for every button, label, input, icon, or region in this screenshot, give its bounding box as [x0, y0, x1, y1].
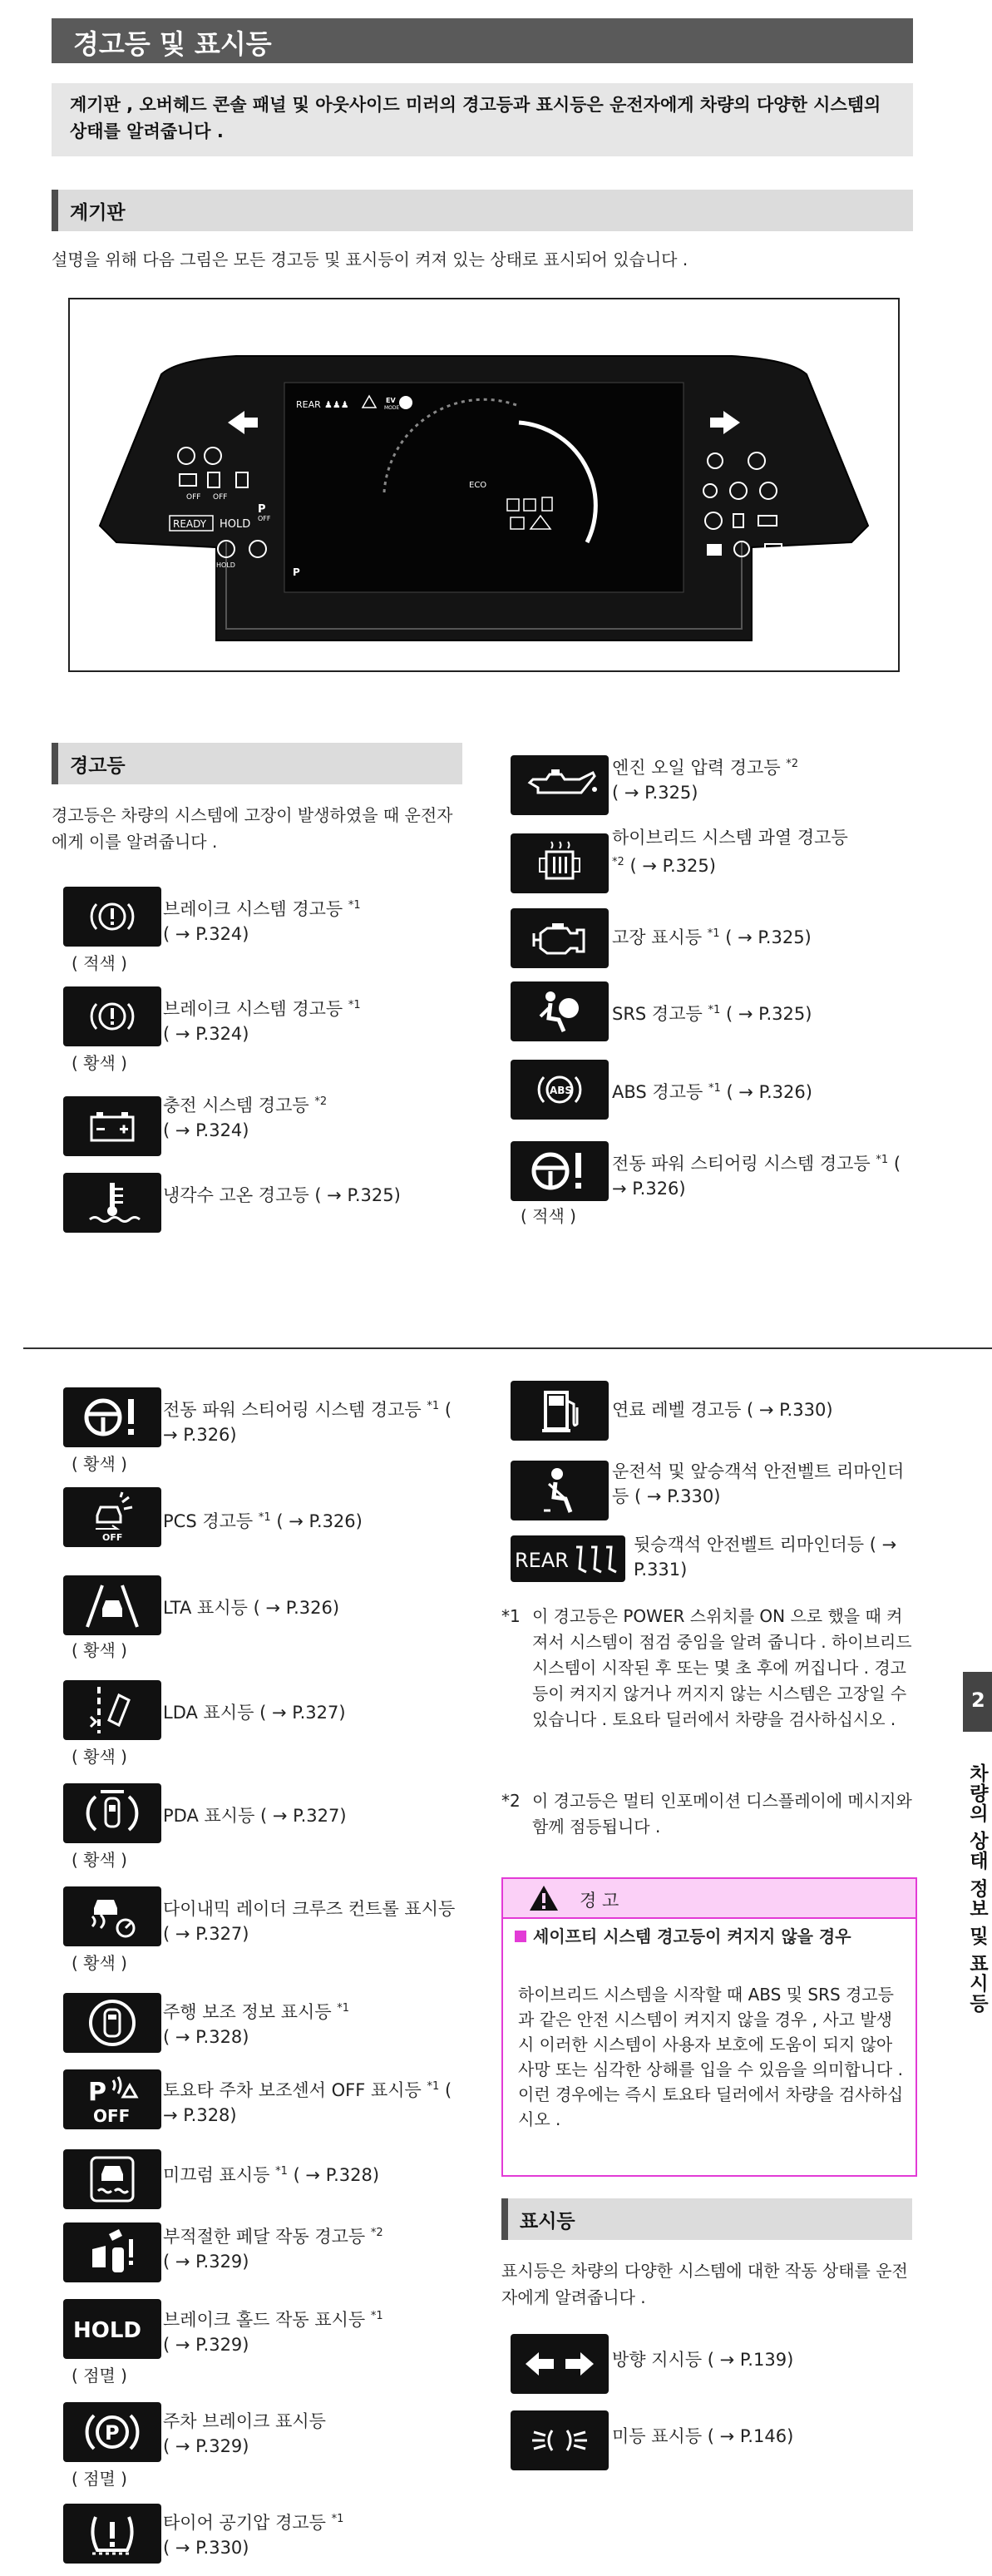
item-description: LDA 표시등 ( → P.327): [163, 1703, 346, 1723]
warning-box-header: [503, 1879, 916, 1919]
section-heading-cluster: [52, 190, 913, 231]
item-color-note: ( 점멸 ): [72, 2469, 127, 2489]
footnote-2-text: 이 경고등은 멀티 인포메이션 디스플레이에 메시지와 함께 점등됩니다 .: [532, 1791, 912, 1837]
cluster-off-label-1: OFF: [186, 493, 201, 502]
parking-sensor-off-label: OFF: [93, 2106, 131, 2126]
cluster-ev-label: EV: [386, 397, 396, 404]
item-description: 토요타 주차 보조센서 OFF 표시등 $^{*1}$ ( → P.328): [163, 2080, 452, 2125]
section-heading-indicator: [501, 2198, 912, 2240]
section-heading-text: 경고등: [70, 755, 126, 777]
intro-text: 계기판 , 오버헤드 콘솔 패널 및 아웃사이드 미러의 경고등과 표시등은 운전자에게 차량의 다양한 시스템의 상태를 알려줍니다 .: [70, 95, 881, 141]
parking-sensor-off-icon: [63, 2069, 161, 2129]
chapter-number: 2: [971, 1688, 985, 1712]
hold-label: HOLD: [73, 2318, 142, 2343]
cluster-p-off-label: OFF: [258, 515, 271, 522]
airbag-icon: [511, 981, 609, 1041]
warning-box-body: 하이브리드 시스템을 시작할 때 ABS 및 SRS 경고등과 같은 안전 시스템이 켜지지 않을 경우 , 사고 발생 시 이러한 시스템이 사용자 보호에 도움이 되지 않아 사망 또는 심각한 상해를 입을 수 있음을 의미합니다 . 이런 경우에는 즉시 토요타 딜러에서 차량을 검사하십시오 .: [518, 1985, 904, 2129]
page-title: 경고등 및 표시등: [73, 28, 272, 60]
footnote-1-text: 이 경고등은 POWER 스위치를 ON 으로 했을 때 켜져서 시스템이 점검 중임을 알려 줍니다 . 하이브리드 시스템이 시작된 후 또는 몇 초 후에 꺼집니다 . 경고등이 켜지지 않거나 꺼지지 않는 시스템은 고장일 수 있습니다 . 토요타 딜러에서 차량을 검사하십시오 .: [532, 1606, 912, 1729]
lta-icon: [63, 1575, 161, 1635]
item-description: SRS 경고등 $^{*1}$ ( → P.325): [612, 1004, 812, 1024]
page-divider: [23, 1347, 992, 1349]
cluster-hold-label: HOLD: [220, 518, 251, 531]
svg-text:ABS: ABS: [550, 1085, 573, 1096]
cluster-p-label: P: [258, 503, 266, 516]
section-heading-warning: [52, 743, 462, 784]
parking-sensor-p-letter: P: [88, 2078, 106, 2107]
pcs-off-label: OFF: [102, 1532, 123, 1543]
parking-brake-icon: [63, 2402, 161, 2462]
svg-text:♟♟♟: ♟♟♟: [324, 399, 349, 410]
footnote-1-mark: *1: [501, 1606, 521, 1626]
item-description: 방향 지시등 ( → P.139): [612, 2350, 794, 2370]
section-heading-text: 계기판: [70, 202, 126, 224]
footnote-2-mark: *2: [501, 1791, 521, 1811]
pcs-off-icon: [63, 1487, 161, 1547]
item-description: 뒷승객석 안전벨트 리마인더등 ( → P.331): [634, 1535, 897, 1580]
steering-warning-icon: [511, 1141, 609, 1201]
item-color-note: ( 적색 ): [72, 953, 127, 973]
pedal-warning-icon: [63, 2222, 161, 2282]
seatbelt-icon: [511, 1461, 609, 1520]
warning-box-subtitle: 세이프티 시스템 경고등이 켜지지 않을 경우: [533, 1926, 851, 1946]
pda-icon: [63, 1783, 161, 1843]
page-title-bar: [52, 18, 913, 63]
svg-text:P: P: [105, 2421, 120, 2445]
hold-icon: [63, 2299, 161, 2359]
item-description: PCS 경고등 $^{*1}$ ( → P.326): [163, 1511, 363, 1531]
item-description: 전동 파워 스티어링 시스템 경고등 $^{*1}$ ( → P.326): [163, 1400, 452, 1445]
item-description: 전동 파워 스티어링 시스템 경고등 $^{*1}$ ( → P.326): [612, 1154, 901, 1199]
dashboard-illustration-frame: [68, 298, 900, 672]
hybrid-overheat-icon: [511, 833, 609, 893]
item-description: 주행 보조 정보 표시등 $^{*1}$ ( → P.328): [163, 2002, 350, 2047]
cluster-off-label-2: OFF: [213, 493, 228, 502]
item-description: 브레이크 시스템 경고등 $^{*1}$ ( → P.324): [163, 999, 361, 1044]
instrument-cluster-illustration: [70, 299, 898, 670]
coolant-temp-icon: [63, 1173, 161, 1233]
item-description: 엔진 오일 압력 경고등 $^{*2}$ ( → P.325): [612, 758, 799, 803]
brake-warning-icon: [63, 887, 161, 947]
warning-triangle-icon: [528, 1884, 560, 1912]
item-description: 충전 시스템 경고등 $^{*2}$ ( → P.324): [163, 1095, 328, 1140]
cluster-ev-mode-label: MODE: [384, 405, 400, 411]
slip-icon: [63, 2149, 161, 2209]
cluster-description: 설명을 위해 다음 그림은 모든 경고등 및 표시등이 켜져 있는 상태로 표시되어 있습니다 .: [52, 250, 688, 269]
warning-description: 경고등은 차량의 시스템에 고장이 발생하였을 때 운전자에게 이를 알려줍니다 .: [52, 805, 453, 852]
item-color-note: ( 황색 ): [72, 1953, 127, 1973]
chapter-tab: [963, 1672, 992, 1732]
brake-warning-icon: [63, 986, 161, 1046]
cluster-rear-label: REAR: [296, 399, 321, 410]
item-description: 미등 표시등 ( → P.146): [612, 2426, 794, 2446]
drive-assist-icon: [63, 1993, 161, 2053]
rear-seatbelt-icon: [511, 1535, 625, 1582]
item-color-note: ( 황색 ): [72, 1454, 127, 1474]
steering-warning-icon: [63, 1387, 161, 1447]
tire-pressure-icon: [63, 2504, 161, 2564]
item-description: PDA 표시등 ( → P.327): [163, 1806, 347, 1826]
item-color-note: ( 점멸 ): [72, 2366, 127, 2386]
item-color-note: ( 황색 ): [72, 1640, 127, 1660]
item-description: 다이내믹 레이더 크루즈 컨트롤 표시등 ( → P.327): [163, 1899, 456, 1944]
lda-icon: [63, 1680, 161, 1740]
item-description: 냉각수 고온 경고등 ( → P.325): [163, 1185, 401, 1205]
item-description: 부적절한 페달 작동 경고등 $^{*2}$ ( → P.329): [163, 2227, 383, 2272]
item-color-note: ( 황색 ): [72, 1850, 127, 1870]
indicator-description: 표시등은 차량의 다양한 시스템에 대한 작동 상태를 운전자에게 알려줍니다 .: [501, 2261, 908, 2307]
item-description: 브레이크 시스템 경고등 $^{*1}$ ( → P.324): [163, 899, 361, 944]
item-description: LTA 표시등 ( → P.326): [163, 1598, 340, 1618]
battery-icon: [63, 1096, 161, 1156]
item-description: 주차 브레이크 표시등 ( → P.329): [163, 2411, 326, 2456]
cluster-p-screen-label: P: [293, 566, 300, 578]
intro-box: [52, 83, 913, 156]
check-engine-icon: [511, 908, 609, 968]
item-color-note: ( 황색 ): [72, 1747, 127, 1767]
item-description: ABS 경고등 $^{*1}$ ( → P.326): [612, 1082, 812, 1102]
warning-box-title: 경 고: [580, 1891, 619, 1911]
tail-light-icon: [511, 2410, 609, 2470]
section-heading-text: 표시등: [520, 2211, 575, 2232]
cluster-ready-label: READY: [173, 518, 207, 530]
chapter-title: 차량의 상태 정보 및 표시등: [966, 1763, 988, 2014]
fuel-icon: [511, 1381, 609, 1441]
item-description: 연료 레벨 경고등 ( → P.330): [612, 1400, 833, 1420]
cluster-hold-small-label: HOLD: [216, 561, 235, 569]
item-description: 브레이크 홀드 작동 표시등 $^{*1}$ ( → P.329): [163, 2310, 383, 2355]
turn-signal-icon: [511, 2334, 609, 2394]
item-description: 미끄럼 표시등 $^{*1}$ ( → P.328): [163, 2165, 380, 2185]
safety-warning-box: [501, 1877, 917, 2177]
rear-label: REAR: [515, 1549, 569, 1572]
item-color-note: ( 적색 ): [521, 1206, 576, 1226]
cluster-eco-label: ECO: [469, 481, 487, 490]
abs-icon: [511, 1060, 609, 1120]
oil-can-icon: [511, 755, 609, 815]
warning-bullet: [515, 1931, 526, 1942]
item-color-note: ( 황색 ): [72, 1053, 127, 1073]
item-description: 운전석 및 앞승객석 안전벨트 리마인더등 ( → P.330): [612, 1461, 905, 1506]
item-description: 타이어 공기압 경고등 $^{*1}$ ( → P.330): [163, 2513, 344, 2558]
radar-cruise-icon: [63, 1886, 161, 1946]
item-description: 하이브리드 시스템 과열 경고등 $^{*2}$ ( → P.325): [612, 828, 848, 876]
item-description: 고장 표시등 $^{*1}$ ( → P.325): [612, 927, 812, 947]
